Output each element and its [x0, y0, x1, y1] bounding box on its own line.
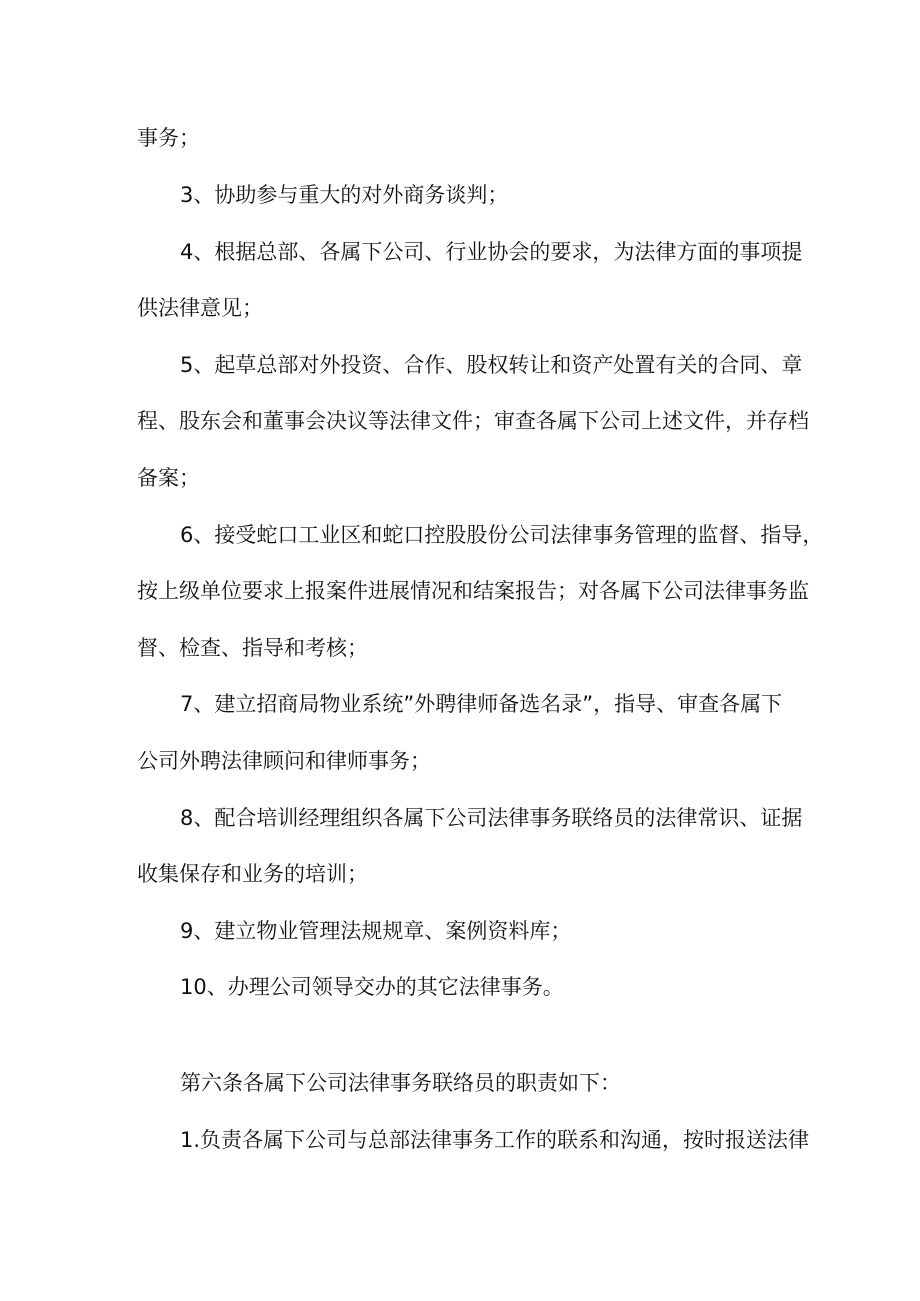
text-line: 8、配合培训经理组织各属下公司法律事务联络员的法律常识、证据	[180, 806, 803, 830]
text-line: 10、办理公司领导交办的其它法律事务。	[180, 975, 564, 999]
text-line: 3、协助参与重大的对外商务谈判；	[180, 183, 509, 207]
text-line: 7、建立招商局物业系统”外聘律师备选名录”，指导、审查各属下	[180, 692, 783, 716]
text-line: 备案；	[137, 466, 200, 490]
text-line: 9、建立物业管理法规规章、案例资料库；	[180, 919, 572, 943]
section-heading: 第六条各属下公司法律事务联络员的职责如下：	[180, 1071, 621, 1095]
text-line: 6、接受蛇口工业区和蛇口控股股份公司法律事务管理的监督、指导，	[180, 523, 824, 547]
text-line: 按上级单位要求上报案件进展情况和结案报告；对各属下公司法律事务监	[137, 579, 809, 603]
text-line: 5、起草总部对外投资、合作、股权转让和资产处置有关的合同、章	[180, 353, 803, 377]
text-line: 供法律意见；	[137, 296, 263, 320]
text-line: 程、股东会和董事会决议等法律文件；审查各属下公司上述文件，并存档	[137, 409, 809, 433]
text-line: 1.负责各属下公司与总部法律事务工作的联系和沟通，按时报送法律	[180, 1128, 810, 1152]
text-line: 收集保存和业务的培训；	[137, 862, 368, 886]
text-line: 事务；	[137, 126, 200, 150]
text-line: 公司外聘法律顾问和律师事务；	[137, 749, 431, 773]
text-line: 4、根据总部、各属下公司、行业协会的要求，为法律方面的事项提	[180, 240, 803, 264]
text-line: 督、检查、指导和考核；	[137, 636, 368, 660]
